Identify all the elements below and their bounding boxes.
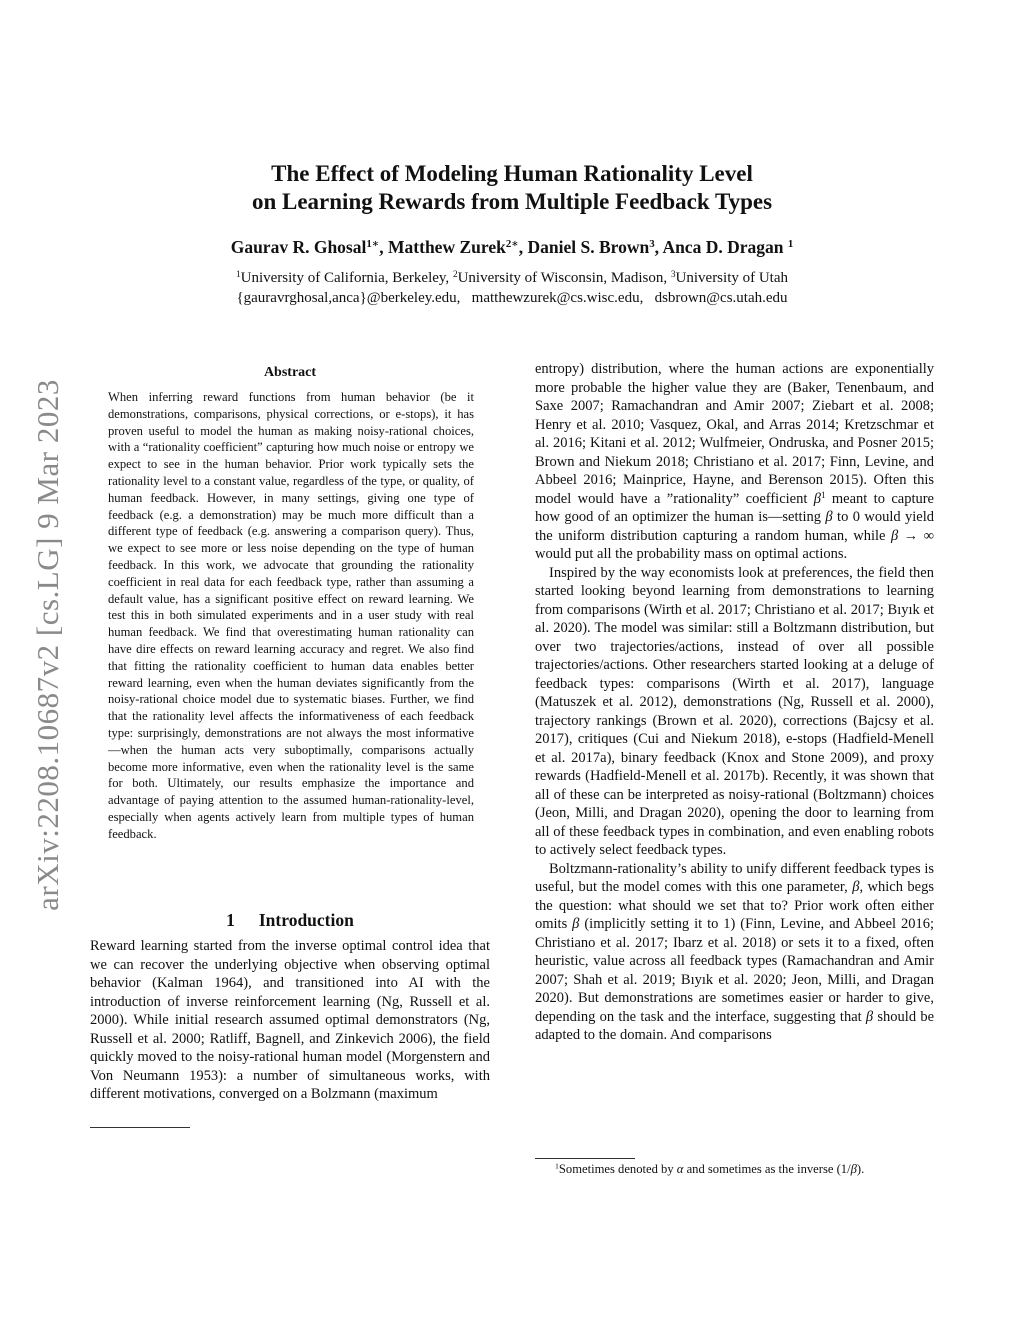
beta-symbol: β bbox=[890, 527, 899, 544]
author-2: Matthew Zurek bbox=[388, 237, 506, 257]
footnote-1 bbox=[535, 1161, 934, 1178]
p3-part-d: should be adapted to the domain. And comparisons bbox=[535, 1008, 934, 1043]
title-line-1: The Effect of Modeling Human Rationality Level bbox=[271, 161, 753, 186]
author-list: Gaurav R. Ghosal$^{1∗}$, Matthew Zurek$^{2∗}$, Daniel S. Brown$^3$, Anca D. Dragan $^1$ bbox=[230, 237, 794, 257]
title-line-2: on Learning Rewards from Multiple Feedback Types bbox=[251, 189, 773, 214]
abstract-text: When inferring reward functions from human behavior (be it demonstrations, comparisons, physical corrections, or e-stops), it has proven useful to model the human as making noisy-rational choices, with a “rationality coefficient” capturing how much noise or entropy we expect to see in the human behavior. Prior work typically sets the rationality level to a constant value, regardless of the type, or quality, of human feedback. However, in many settings, giving one type of feedback (e.g. a demonstration) may be much more difficult than a different type of feedback (e.g. answering a comparison query). Thus, we expect to see more or less noise depending on the type of human feedback. In this work, we advocate that grounding the rationality coefficient in real data for each feedback type, rather than assuming a default value, has a significant positive effect on reward learning. We test this in both simulated experiments and in a user study with real human feedback. We find that overestimating human rationality can have dire effects on reward learning accuracy and regret. We also find that fitting the rationality coefficient to human data enables better reward learning, even when the human deviates significantly from the noisy-rational choice model due to systematic biases. Further, we find that the rationality level affects the informativeness of each feedback type: surprisingly, demonstrations are not always the most informative—when the human acts very suboptimally, comparisons actually become more informative, even when the rationality level is the same for both. Ultimately, our results emphasize the importance and advantage of paying attention to the assumed human-rationality-level, especially when agents actively learn from multiple types of human feedback. bbox=[108, 390, 474, 841]
p1-part-c: to 0 would yield the uniform distribution capturing a random human, while bbox=[535, 509, 934, 544]
right-column-text bbox=[535, 360, 934, 1045]
section-number: 1 bbox=[226, 910, 235, 930]
footnote-1-part-c: ). bbox=[856, 1162, 865, 1176]
affiliation-line bbox=[100, 268, 924, 288]
affil-mark-1: 1 bbox=[235, 269, 241, 280]
author-4-affil: 1 bbox=[787, 238, 794, 251]
paragraph-2: Inspired by the way economists look at preferences, the field then started looking beyond learning from demonstrations to learning from comparisons (Wirth et al. 2017; Christiano et al. 2017; Bıyık et al. 2020). The model was similar: still a Boltzmann distribution, but over two trajectories/actions, instead of over all possible trajectories/actions. Other researchers started looking at a deluge of feedback types: comparisons (Wirth et al. 2017), language (Matuszek et al. 2012), demonstrations (Ng, Russell et al. 2000), trajectory rankings (Brown et al. 2020), corrections (Bajcsy et al. 2017), critiques (Cui and Niekum 2018), e-stops (Hadfield-Menell et al. 2017a), binary feedback (Knox and Stone 2009), and proxy rewards (Hadfield-Menell et al. 2017b). Recently, it was shown that all of these can be interpreted as noisy-rational (Boltzmann) choices (Jeon, Milli, and Dragan 2020), opening the door to learning from all of these feedback types in combination, and even enabling robots to actively select feedback types. bbox=[535, 564, 934, 858]
beta-symbol: β bbox=[865, 1008, 874, 1025]
footnote-1-part-b: and sometimes as the inverse (1/ bbox=[683, 1162, 851, 1176]
affil-2: University of Wisconsin, Madison, bbox=[457, 270, 671, 286]
alpha-symbol: α bbox=[676, 1162, 684, 1176]
author-3: Daniel S. Brown bbox=[527, 237, 650, 257]
p1-part-b: meant to capture how good of an optimizer the human is—setting bbox=[535, 490, 934, 525]
beta-symbol: β bbox=[852, 879, 860, 895]
arxiv-identifier: arXiv:2208.10687v2 [cs.LG] 9 Mar 2023 bbox=[30, 379, 65, 911]
footnote-1-part-a: Sometimes denoted by bbox=[558, 1162, 677, 1176]
author-1-affil: 1∗ bbox=[366, 238, 380, 251]
author-4: Anca D. Dragan bbox=[662, 237, 784, 257]
beta-symbol: β bbox=[572, 916, 580, 932]
section-heading-introduction bbox=[90, 910, 490, 931]
author-3-affil: 3 bbox=[649, 238, 655, 251]
beta-symbol: β bbox=[825, 509, 833, 525]
affil-mark-3: 3 bbox=[670, 269, 676, 280]
author-emails: {gauravrghosal,anca}@berkeley.edu, matthewzurek@cs.wisc.edu, dsbrown@cs.utah.edu bbox=[236, 290, 788, 306]
author-1: Gaurav R. Ghosal bbox=[230, 237, 367, 257]
introduction-text: Reward learning started from the inverse optimal control idea that we can recover the underlying objective when observing optimal behavior (Kalman 1964), and transitioned into AI with the introduction of inverse reinforcement learning (Ng, Russell et al. 2000). While initial research assumed optimal demonstrators (Ng, Russell et al. 2000; Ratliff, Bagnell, and Zinkevich 2006), the field quickly moved to the noisy-rational human model (Morgenstern and Von Neumann 1953): a number of simultaneous works, with different motivations, converged on a Bolzmann (maximum bbox=[90, 938, 490, 1102]
beta-symbol: β bbox=[850, 1162, 857, 1176]
footnote-equal-contribution bbox=[90, 1130, 490, 1147]
footnote-1-mark: 1 bbox=[555, 1161, 559, 1171]
p3-part-c: (implicitly setting it to 1) (Finn, Levine, and Abbeel 2016; Christiano et al. 2017; Ibarz et al. 2018) or sets it to a fixed, often heuristic, value across all feedback types (Ramachandran and Amir 2007; Shah et al. 2019; Bıyık et al. 2020; Jeon, Milli, and Dragan 2020). But demonstrations are sometimes easier or harder to give, depending on the task and the interface, suggesting that bbox=[535, 916, 934, 1025]
p3-part-b: , which begs the question: what should we set that to? Prior work often either omits bbox=[535, 879, 934, 932]
paper-title bbox=[100, 160, 924, 216]
p3-part-a: Boltzmann-rationality’s ability to unify different feedback types is useful, but the model comes with this one parameter, bbox=[535, 860, 934, 895]
affil-1: University of California, Berkeley, bbox=[240, 270, 453, 286]
author-2-affil: 2∗ bbox=[505, 238, 519, 251]
footnote-rule-left bbox=[90, 1127, 190, 1128]
p1-part-a: entropy) distribution, where the human actions are exponentially more probable the higher value they are (Baker, Tenenbaum, and Saxe 2007; Ramachandran and Amir 2007; Ziebart et al. 2008; Henry et al. 2010; Vasquez, Okal, and Arras 2014; Kretzschmar et al. 2016; Kitani et al. 2012; Wulfmeier, Ondruska, and Posner 2015; Brown and Niekum 2018; Christiano et al. 2017; Finn, Levine, and Abbeel 2016; Mainprice, Hayne, and Berenson 2015). Often this model would have a ”rationality” coefficient bbox=[535, 361, 934, 507]
affiliations bbox=[100, 268, 924, 308]
footnote-mark: 1 bbox=[820, 489, 826, 500]
footnote-rule-right bbox=[535, 1158, 635, 1159]
beta-symbol: β bbox=[813, 490, 821, 507]
paragraph-1 bbox=[535, 360, 934, 564]
arrow-infinity: → ∞ bbox=[898, 527, 934, 544]
abstract-heading: Abstract bbox=[263, 365, 317, 380]
p1-part-d: would put all the probability mass on optimal actions. bbox=[535, 546, 848, 562]
affil-mark-2: 2 bbox=[452, 269, 458, 280]
affil-3: University of Utah bbox=[675, 270, 789, 286]
section-title: Introduction bbox=[258, 910, 354, 930]
paragraph-3 bbox=[535, 860, 934, 1045]
